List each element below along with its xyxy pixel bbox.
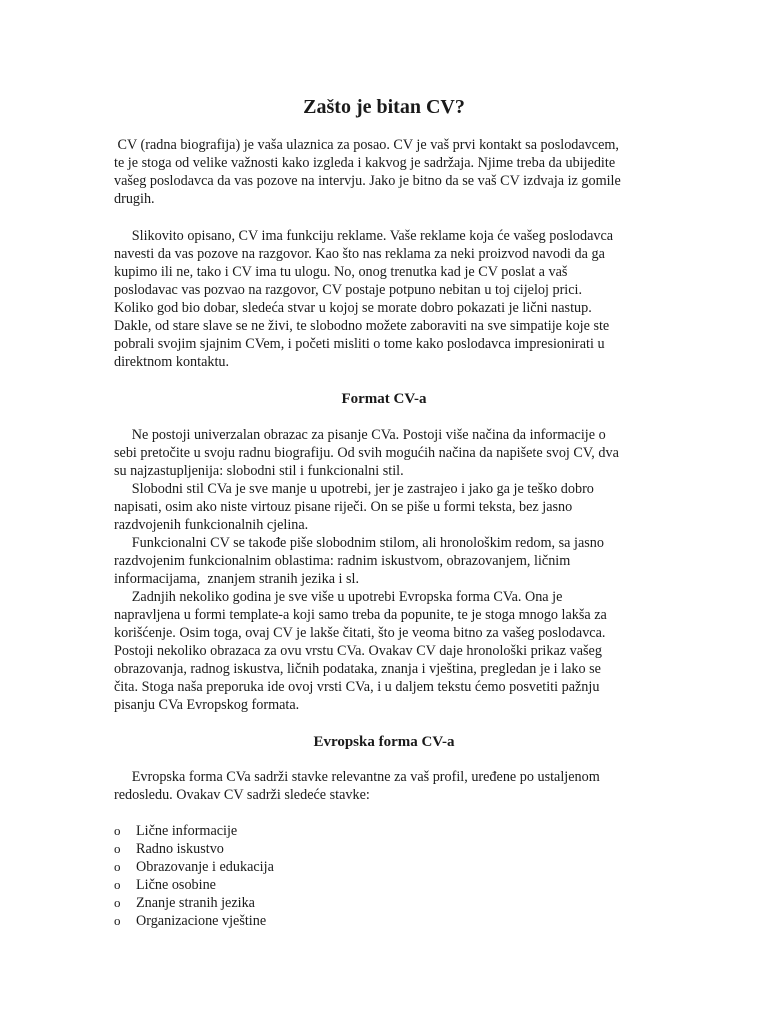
text-line: navesti da vas pozove na razgovor. Kao što nas reklama za neki proizvod navodi da ga: [114, 246, 605, 262]
text-line: sebi pretočite u svoju radnu biografiju. Od svih mogućih načina da napišete svoj CV, dva: [114, 445, 619, 461]
text-line: čita. Stoga naša preporuka ide ovoj vrsti CVa, i u daljem tekstu ćemo posvetiti pažnju: [114, 679, 600, 695]
european-form-section-body: [114, 768, 664, 804]
bullet-icon: o: [114, 823, 121, 838]
text-line: korišćenje. Osim toga, ovaj CV je lakše čitati, što je veoma bitno za vašeg poslodavca.: [114, 625, 606, 641]
text-line: Slobodni stil CVa je sve manje u upotrebi, jer je zastrajeo i jako ga je teško dobro: [114, 481, 594, 497]
list-item-label: Organizacione vještine: [136, 913, 267, 929]
text-line: Funkcionalni CV se takođe piše slobodnim stilom, ali hronološkim redom, sa jasno: [114, 535, 604, 551]
list-item: [114, 840, 274, 858]
list-item-label: Lične informacije: [136, 823, 238, 839]
text-line: Postoji nekoliko obrazaca za ovu vrstu CVa. Ovakav CV daje hronološki prikaz vašeg: [114, 643, 602, 659]
list-item: [114, 822, 274, 840]
text-line: redosledu. Ovakav CV sadrži sledeće stavke:: [114, 787, 370, 803]
section-heading-european-form: Evropska forma CV-a: [313, 734, 455, 750]
list-item: [114, 876, 274, 894]
advertising-paragraph: [114, 227, 664, 371]
text-line: te je stoga od velike važnosti kako izgleda i kakvog je sadržaja. Njime treba da ubijedite: [114, 155, 616, 171]
text-line: su najzastupljenija: slobodni stil i funkcionalni stil.: [114, 463, 404, 479]
text-line: razdvojenih funkcionalnih cjelina.: [114, 517, 309, 533]
text-line: napisati, osim ako niste virtouz pisane riječi. On se piše u formi teksta, bez jasno: [114, 499, 573, 515]
intro-paragraph: [114, 136, 664, 208]
text-line: poslodavac vas pozvao na razgovor, CV postaje potpuno nebitan u toj cijeloj prici.: [114, 282, 583, 298]
bullet-icon: o: [114, 895, 121, 910]
text-line: CV (radna biografija) je vaša ulaznica za posao. CV je vaš prvi kontakt sa poslodavcem,: [114, 137, 619, 153]
text-line: direktnom kontaktu.: [114, 354, 230, 370]
list-item-label: Radno iskustvo: [136, 841, 224, 857]
list-item: [114, 858, 274, 876]
text-line: razdvojenim funkcionalnim oblastima: radnim iskustvom, obrazovanjem, ličnim: [114, 553, 571, 569]
text-line: vašeg poslodavca da vas pozove na intervju. Jako je bitno da se vaš CV izdvaja iz gomile: [114, 173, 621, 189]
bullet-icon: o: [114, 859, 121, 874]
text-line: pisanju CVa Evropskog formata.: [114, 697, 300, 713]
section-heading-format: Format CV-a: [341, 391, 427, 407]
list-item-label: Obrazovanje i edukacija: [136, 859, 274, 875]
text-line: Slikovito opisano, CV ima funkciju reklame. Vaše reklame koja će vašeg poslodavca: [114, 228, 614, 244]
text-line: pobrali svojim sjajnim CVem, i početi misliti o tome kako poslodavca impresionirati u: [114, 336, 605, 352]
text-line: kupimo ili ne, tako i CV ima tu ulogu. No, onog trenutka kad je CV poslat a vaš: [114, 264, 568, 280]
format-section-body: [114, 426, 664, 714]
cv-items-list: [114, 822, 274, 930]
text-line: Ne postoji univerzalan obrazac za pisanje CVa. Postoji više načina da informacije o: [114, 427, 606, 443]
text-line: Koliko god bio dobar, sledeća stvar u kojoj se morate dobro pokazati je lični nastup.: [114, 300, 592, 316]
text-line: drugih.: [114, 191, 155, 207]
bullet-icon: o: [114, 913, 121, 928]
text-line: Zadnjih nekoliko godina je sve više u upotrebi Evropska forma CVa. Ona je: [114, 589, 563, 605]
list-item: [114, 912, 274, 930]
list-item-label: Znanje stranih jezika: [136, 895, 255, 911]
text-line: obrazovanja, radnog iskustva, ličnih podataka, znanja i vještina, pregledan je i lako se: [114, 661, 601, 677]
list-item-label: Lične osobine: [136, 877, 216, 893]
list-item: [114, 894, 274, 912]
document-title: Zašto je bitan CV?: [303, 96, 465, 118]
text-line: informacijama, znanjem stranih jezika i sl.: [114, 571, 360, 587]
bullet-icon: o: [114, 877, 121, 892]
text-line: Dakle, od stare slave se ne živi, te slobodno možete zaboraviti na sve simpatije koje ste: [114, 318, 610, 334]
text-line: napravljena u formi template-a koji samo treba da popunite, te je stoga mnogo lakša za: [114, 607, 607, 623]
bullet-icon: o: [114, 841, 121, 856]
text-line: Evropska forma CVa sadrži stavke relevantne za vaš profil, uređene po ustaljenom: [114, 769, 600, 785]
